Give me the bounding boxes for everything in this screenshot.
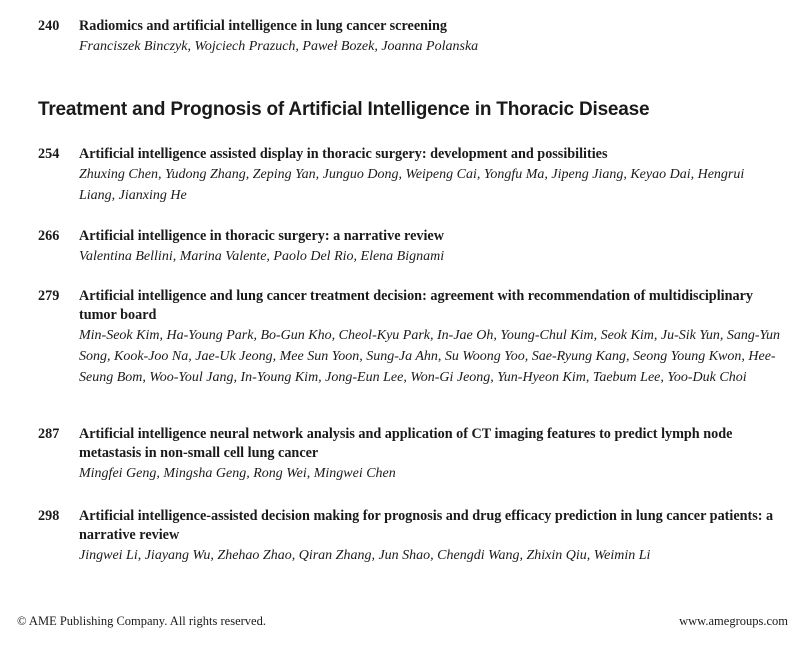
entry-content [79,287,783,388]
entry-content [79,145,783,206]
article-title[interactable]: Artificial intelligence in thoracic surgery: a narrative review [79,228,444,244]
article-title[interactable]: Artificial intelligence-assisted decision making for prognosis and drug efficacy prediction in lung cancer patients: a narrative review [79,508,774,543]
article-authors: Mingfei Geng, Mingsha Geng, Rong Wei, Mingwei Chen [79,466,396,481]
toc-entry [38,145,783,206]
entry-content [79,425,783,484]
toc-entry [38,17,783,57]
article-authors: Jingwei Li, Jiayang Wu, Zhehao Zhao, Qiran Zhang, Jun Shao, Chengdi Wang, Zhixin Qiu, Weimin Li [79,548,651,563]
article-title[interactable]: Artificial intelligence and lung cancer treatment decision: agreement with recommendation of multidisciplinary tumor board [79,288,753,323]
footer-website-link[interactable]: www.amegroups.com [679,614,788,628]
entry-content [79,507,783,566]
article-title[interactable]: Radiomics and artificial intelligence in lung cancer screening [79,18,447,34]
article-authors: Zhuxing Chen, Yudong Zhang, Zeping Yan, Junguo Dong, Weipeng Cai, Yongfu Ma, Jipeng Jiang, Keyao Dai, Hengrui Liang, Jianxing He [79,167,745,203]
toc-entry [38,507,783,566]
footer-copyright: © AME Publishing Company. All rights reserved. [17,614,266,628]
article-authors: Min-Seok Kim, Ha-Young Park, Bo-Gun Kho, Cheol-Kyu Park, In-Jae Oh, Young-Chul Kim, Seok Kim, Ju-Sik Yun, Sang-Yun Song, Kook-Joo Na, Jae-Uk Jeong, Mee Sun Yoon, Sung-Ja Ahn, Su Woong Yoo, Sae-Ryung Kang, Seong Young Kwon, Hee-Seung Bom, Woo-Youl Jang, In-Young Kim, Jong-Eun Lee, Won-Gi Jeong, Yun-Hyeon Kim, Taebum Lee, Yoo-Duk Choi [79,328,780,385]
page-number: 254 [38,146,60,162]
entry-content [79,17,783,57]
toc-entry [38,287,783,388]
article-authors: Valentina Bellini, Marina Valente, Paolo Del Rio, Elena Bignami [79,249,445,264]
toc-entry [38,425,783,484]
page-number: 240 [38,18,60,34]
page-number: 287 [38,426,60,442]
article-authors: Franciszek Binczyk, Wojciech Prazuch, Paweł Bozek, Joanna Polanska [79,39,479,54]
page-number: 266 [38,228,60,244]
article-title[interactable]: Artificial intelligence assisted display in thoracic surgery: development and possibilities [79,146,608,162]
entry-content [79,227,783,267]
toc-entry [38,227,783,267]
article-title[interactable]: Artificial intelligence neural network analysis and application of CT imaging features to predict lymph node metastasis in non-small cell lung cancer [79,426,733,461]
page-number: 298 [38,508,60,524]
page-number: 279 [38,288,60,304]
section-heading: Treatment and Prognosis of Artificial Intelligence in Thoracic Disease [38,99,650,120]
